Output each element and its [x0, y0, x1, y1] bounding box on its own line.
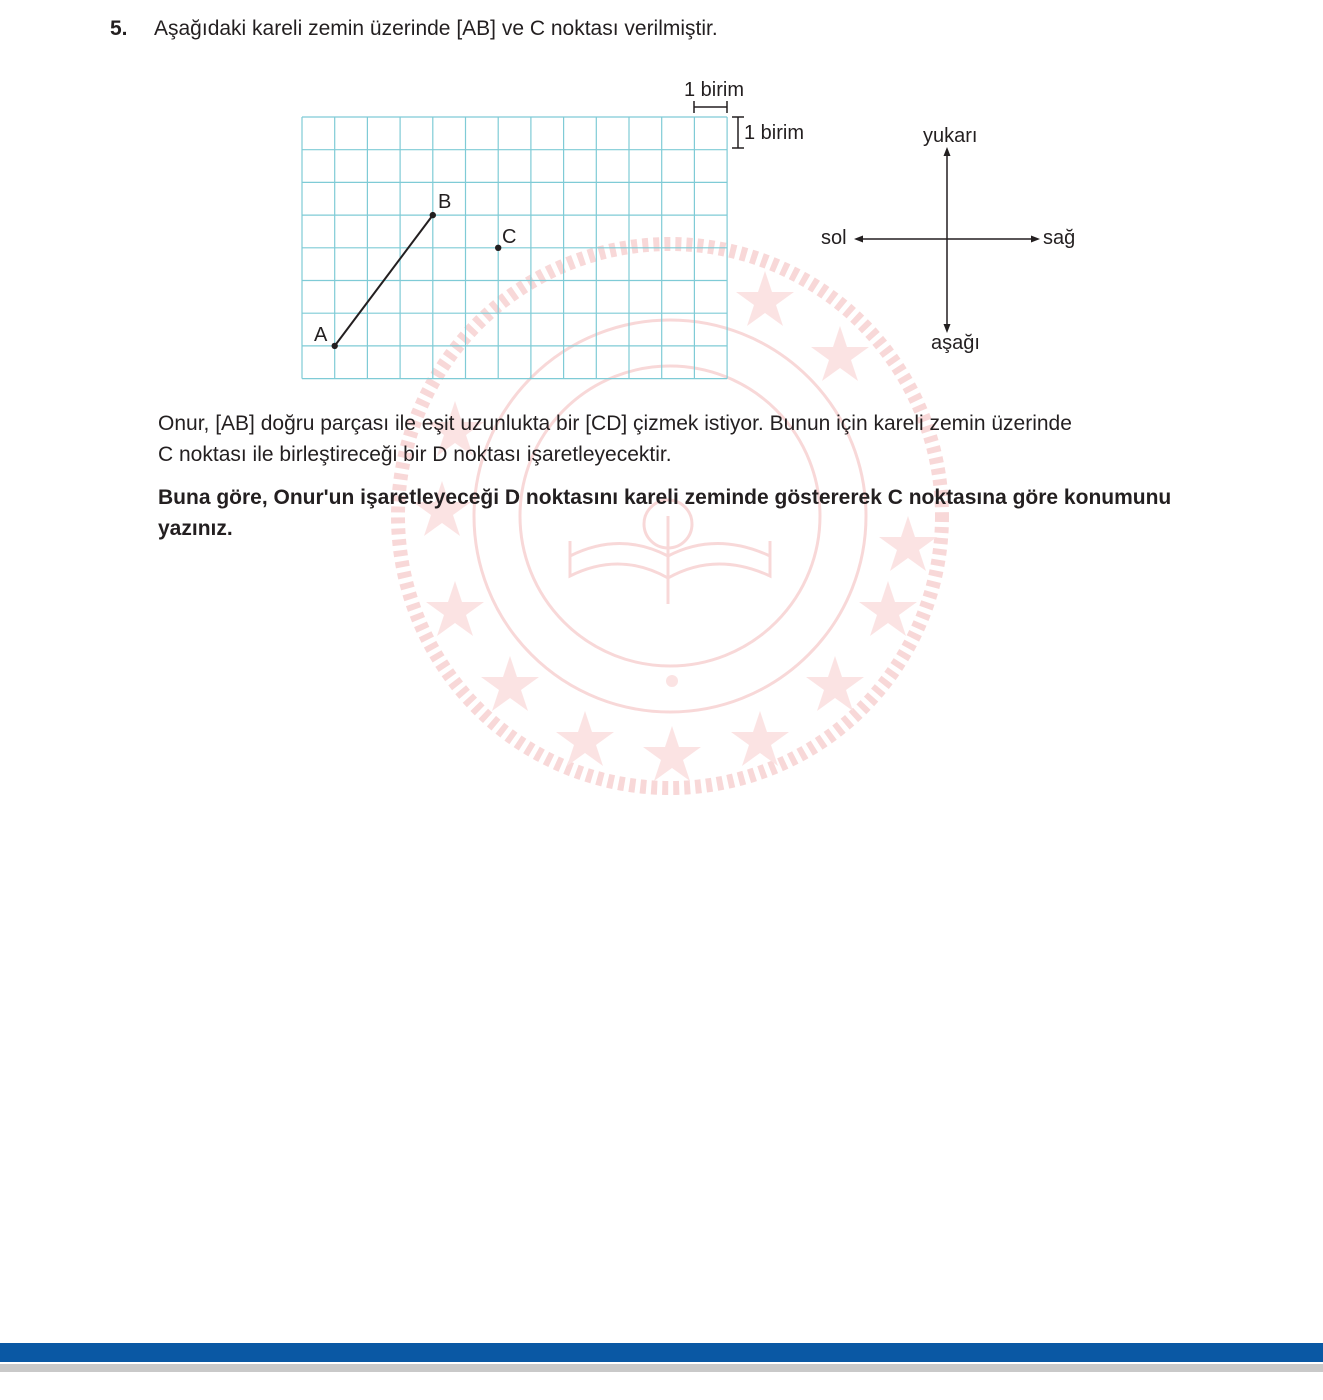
point-a — [332, 343, 338, 349]
question-prompt: Aşağıdaki kareli zemin üzerinde [AB] ve C noktası verilmiştir. — [154, 17, 718, 40]
question-body-line-2: C noktası ile birleştireceği bir D noktası işaretleyecektir. — [158, 443, 672, 466]
footer-line — [0, 1364, 1323, 1372]
unit-vertical-indicator — [732, 117, 744, 148]
footer-band — [0, 1343, 1323, 1362]
unit-horizontal-indicator — [694, 101, 727, 113]
point-b — [430, 212, 436, 218]
question-task-line-1: Buna göre, Onur'un işaretleyeceği D noktasını kareli zeminde göstererek C noktasına göre konumunu — [158, 486, 1172, 509]
direction-left-label: sol — [821, 227, 847, 249]
question-task — [158, 482, 1258, 544]
arrow-left-icon — [854, 236, 863, 243]
point-c — [495, 245, 501, 251]
direction-right-label: sağ — [1043, 227, 1076, 249]
arrow-right-icon — [1031, 236, 1040, 243]
arrow-up-icon — [944, 147, 951, 156]
direction-down-label: aşağı — [931, 332, 980, 354]
question-number: 5. — [110, 17, 128, 40]
question-body-line-1: Onur, [AB] doğru parçası ile eşit uzunlukta bir [CD] çizmek istiyor. Bunun için kareli zemin üzerinde — [158, 412, 1072, 435]
unit-label-vertical: 1 birim — [744, 122, 805, 144]
question-task-line-2: yazınız. — [158, 517, 233, 540]
unit-label-horizontal: 1 birim — [684, 79, 745, 101]
direction-compass — [854, 147, 1040, 333]
question-body — [158, 408, 1258, 470]
point-a-label: A — [314, 324, 328, 346]
point-b-label: B — [438, 191, 452, 213]
point-c-label: C — [502, 226, 517, 248]
direction-up-label: yukarı — [923, 125, 978, 147]
figure-area — [0, 0, 1323, 400]
